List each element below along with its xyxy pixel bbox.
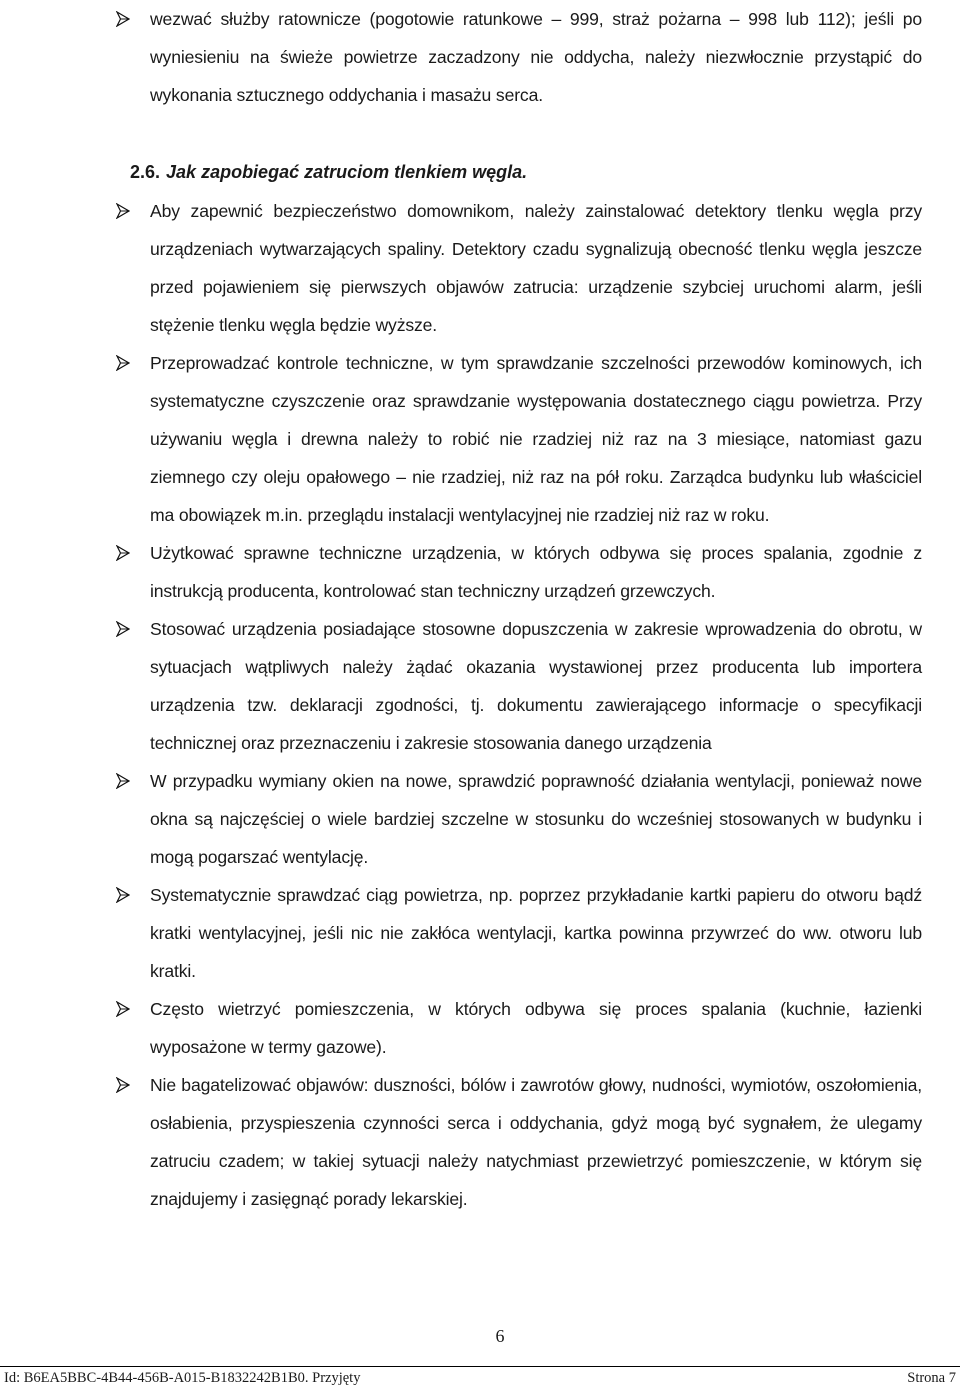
list-item-text: Systematycznie sprawdzać ciąg powietrza, np. poprzez przykładanie kartki papieru do otworu bądź kratki wentylacyjnej, jeśli nic nie zakłóca wentylacji, kartka powinna przywrzeć do ww. otworu lub kratki. [150, 885, 922, 981]
footer-document-id: Id: B6EA5BBC-4B44-456B-A015-B1832242B1B0. Przyjęty [4, 1370, 361, 1386]
list-item-text: Przeprowadzać kontrole techniczne, w tym sprawdzanie szczelności przewodów kominowych, ich systematyczne czyszczenie oraz sprawdzanie występowania dostatecznego ciągu powietrza. Przy używaniu węgla i drewna należy to robić nie rzadziej niż raz na 3 miesiące, natomiast gazu ziemnego czy oleju opałowego – nie rzadziej, niż raz na pół roku. Zarządca budynku lub właściciel ma obowiązek m.in. przeglądu instalacji wentylacyjnej nie rzadziej niż raz w roku. [150, 353, 922, 525]
arrow-bullet-icon [116, 773, 130, 789]
list-item-text: Użytkować sprawne techniczne urządzenia, w których odbywa się proces spalania, zgodnie z instrukcją producenta, kontrolować stan techniczny urządzeń grzewczych. [150, 543, 922, 601]
list-item-text: Stosować urządzenia posiadające stosowne dopuszczenia w zakresie wprowadzenia do obrotu, w sytuacjach wątpliwych należy żądać okazania wystawionej przez producenta lub importera urządzenia tzw. deklaracji zgodności, tj. dokumentu zawierającego informacje o specyfikacji technicznej oraz przeznaczeniu i zakresie stosowania danego urządzenia [150, 619, 922, 753]
footer-page-label: Strona 7 [907, 1370, 956, 1386]
list-item-text: wezwać służby ratownicze (pogotowie ratunkowe – 999, straż pożarna – 998 lub 112); jeśli po wyniesieniu na świeże powietrze zaczadzony nie oddycha, należy niezwłocznie przystąpić do wykonania sztucznego oddychania i masażu serca. [150, 9, 922, 105]
bullet-list-top [116, 0, 922, 114]
list-item-text: Często wietrzyć pomieszczenia, w których odbywa się proces spalania (kuchnie, łazienki wyposażone w termy gazowe). [150, 999, 922, 1057]
arrow-bullet-icon [116, 621, 130, 637]
arrow-bullet-icon [116, 545, 130, 561]
page-number: 6 [495, 1326, 505, 1346]
list-item [116, 876, 922, 990]
arrow-bullet-icon [116, 1001, 130, 1017]
list-item [116, 192, 922, 344]
arrow-bullet-icon [116, 203, 130, 219]
list-item-text: W przypadku wymiany okien na nowe, sprawdzić poprawność działania wentylacji, ponieważ nowe okna są najczęściej o wiele bardziej szczelne w stosunku do wcześniej stosowanych w budynku i mogą pogarszać wentylację. [150, 771, 922, 867]
footer [4, 1370, 956, 1387]
footer-divider [0, 1366, 960, 1367]
list-item [116, 0, 922, 114]
bullet-list-main [116, 192, 922, 1218]
arrow-bullet-icon [116, 1077, 130, 1093]
section-number: 2.6. [130, 162, 161, 182]
list-item-text: Aby zapewnić bezpieczeństwo domownikom, należy zainstalować detektory tlenku węgla przy urządzeniach wytwarzających spaliny. Detektory czadu sygnalizują obecność tlenku węgla jeszcze przed pojawieniem się pierwszych objawów zatrucia: urządzenie szybciej uruchomi alarm, jeśli stężenie tlenku węgla będzie wyższe. [150, 201, 922, 335]
list-item [116, 990, 922, 1066]
list-item [116, 610, 922, 762]
list-item [116, 534, 922, 610]
list-item-text: Nie bagatelizować objawów: duszności, bólów i zawrotów głowy, nudności, wymiotów, oszołomienia, osłabienia, przyspieszenia czynności serca i oddychania, gdyż mogą być sygnałem, że ulegamy zatruciu czadem; w takiej sytuacji należy natychmiast przewietrzyć pomieszczenie, w którym się znajdujemy i zasięgnąć porady lekarskiej. [150, 1075, 922, 1209]
arrow-bullet-icon [116, 355, 130, 371]
list-item [116, 1066, 922, 1218]
arrow-bullet-icon [116, 887, 130, 903]
section-heading [130, 155, 527, 189]
arrow-bullet-icon [116, 11, 130, 27]
list-item [116, 344, 922, 534]
list-item [116, 762, 922, 876]
section-title: Jak zapobiegać zatruciom tlenkiem węgla. [166, 162, 528, 182]
